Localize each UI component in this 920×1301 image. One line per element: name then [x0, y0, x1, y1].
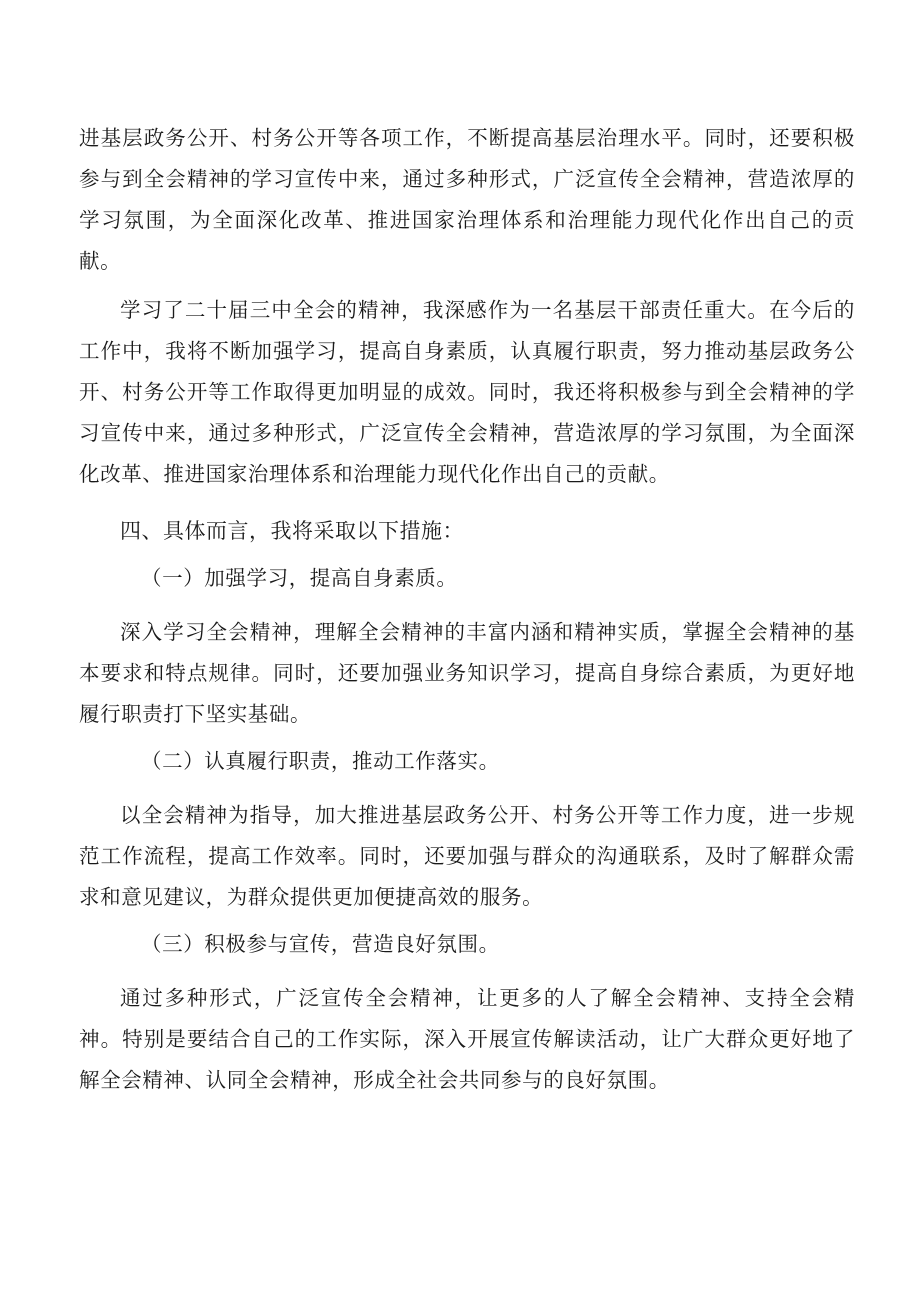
document-page — [79, 118, 855, 1101]
subsection-title-2: （二）认真履行职责，推动工作落实。 — [141, 749, 500, 773]
subsection-body-1: 深入学习全会精神，理解全会精神的丰富内涵和精神实质，掌握全会精神的基本要求和特点规律。同时，还要加强业务知识学习，提高自身综合素质，为更好地履行职责打下坚实基础。 — [79, 620, 855, 726]
section-heading-measures: 四、具体而言，我将采取以下措施： — [120, 519, 464, 543]
subsection-title-1: （一）加强学习，提高自身素质。 — [141, 566, 458, 590]
paragraph-reflection: 学习了二十届三中全会的精神，我深感作为一名基层干部责任重大。在今后的工作中，我将不断加强学习，提高自身素质，认真履行职责，努力推动基层政务公开、村务公开等工作取得更加明显的成效。同时，我还将积极参与到全会精神的学习宣传中来，通过多种形式，广泛宣传全会精神，营造浓厚的学习氛围，为全面深化改革、推进国家治理体系和治理能力现代化作出自己的贡献。 — [79, 298, 855, 486]
subsection-body-2: 以全会精神为指导，加大推进基层政务公开、村务公开等工作力度，进一步规范工作流程，提高工作效率。同时，还要加强与群众的沟通联系，及时了解群众需求和意见建议，为群众提供更加便捷高效的服务。 — [79, 803, 855, 909]
paragraph-continued: 进基层政务公开、村务公开等各项工作，不断提高基层治理水平。同时，还要积极参与到全会精神的学习宣传中来，通过多种形式，广泛宣传全会精神，营造浓厚的学习氛围，为全面深化改革、推进国家治理体系和治理能力现代化作出自己的贡献。 — [79, 126, 855, 273]
subsection-body-3: 通过多种形式，广泛宣传全会精神，让更多的人了解全会精神、支持全会精神。特别是要结合自己的工作实际，深入开展宣传解读活动，让广大群众更好地了解全会精神、认同全会精神，形成全社会共同参与的良好氛围。 — [79, 986, 855, 1092]
subsection-title-3: （三）积极参与宣传，营造良好氛围。 — [141, 932, 500, 956]
